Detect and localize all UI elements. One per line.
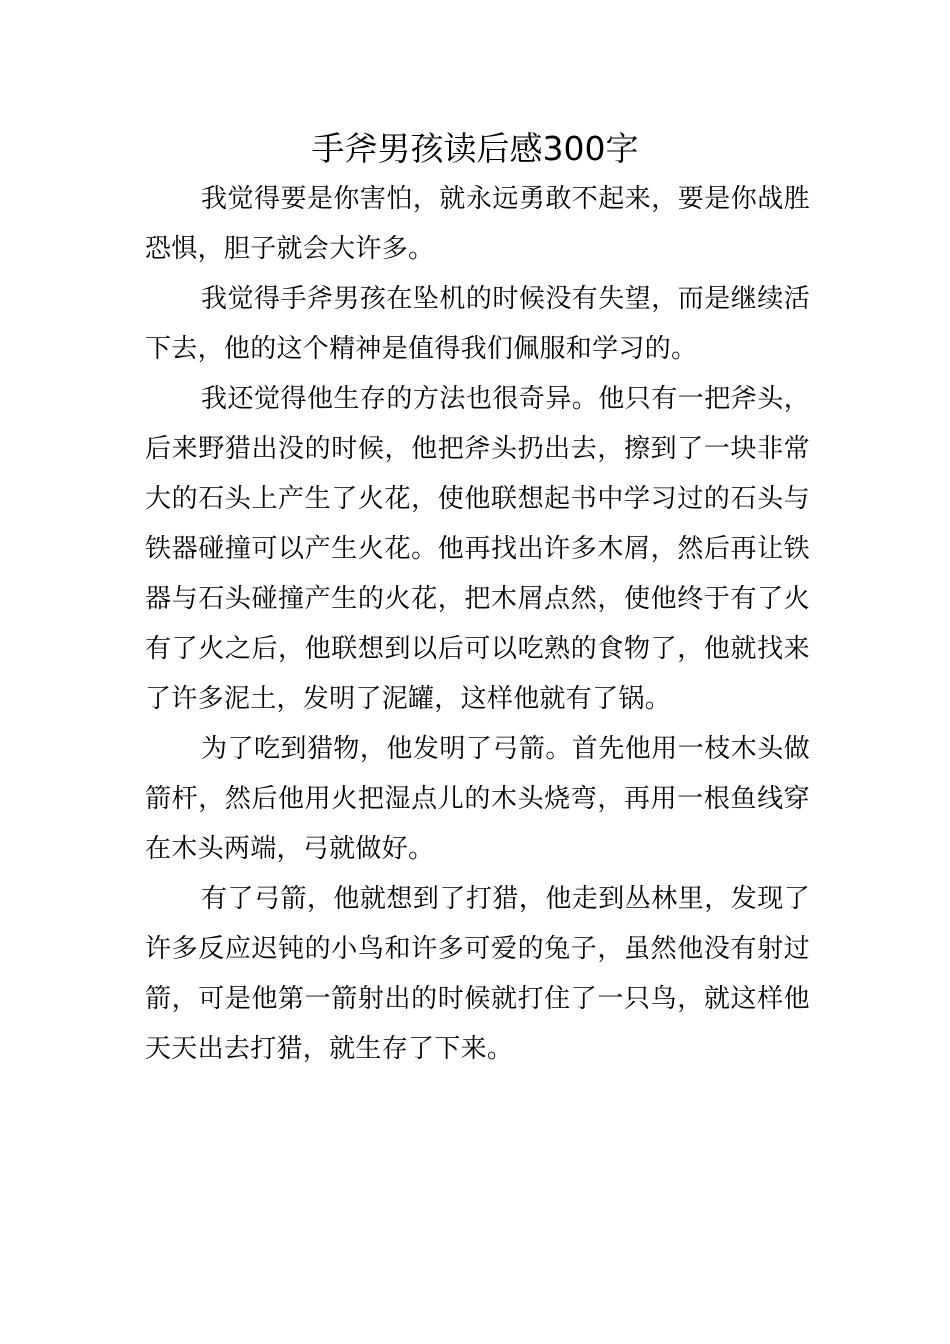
paragraph-4: 为了吃到猎物，他发明了弓箭。首先他用一枝木头做箭杆，然后他用火把湿点儿的木头烧弯，再用一根鱼线穿在木头两端，弓就做好。 — [145, 734, 810, 864]
document-title: 手斧男孩读后感300字 — [311, 129, 639, 168]
paragraph-2: 我觉得手斧男孩在坠机的时候没有失望，而是继续活下去，他的这个精神是值得我们佩服和学习的。 — [145, 284, 810, 364]
paragraph-1: 我觉得要是你害怕，就永远勇敢不起来，要是你战胜恐惧，胆子就会大许多。 — [145, 184, 810, 264]
paragraph-5: 有了弓箭，他就想到了打猎，他走到丛林里，发现了许多反应迟钝的小鸟和许多可爱的兔子，虽然他没有射过箭，可是他第一箭射出的时候就打住了一只鸟，就这样他天天出去打猎，就生存了下来。 — [145, 884, 810, 1064]
paragraph-3: 我还觉得他生存的方法也很奇异。他只有一把斧头，后来野猎出没的时候，他把斧头扔出去，擦到了一块非常大的石头上产生了火花，使他联想起书中学习过的石头与铁器碰撞可以产生火花。他再找出许多木屑，然后再让铁器与石头碰撞产生的火花，把木屑点然，使他终于有了火有了火之后，他联想到以后可以吃熟的食物了，他就找来了许多泥土，发明了泥罐，这样他就有了锅。 — [145, 384, 810, 714]
document-body — [145, 174, 810, 1074]
